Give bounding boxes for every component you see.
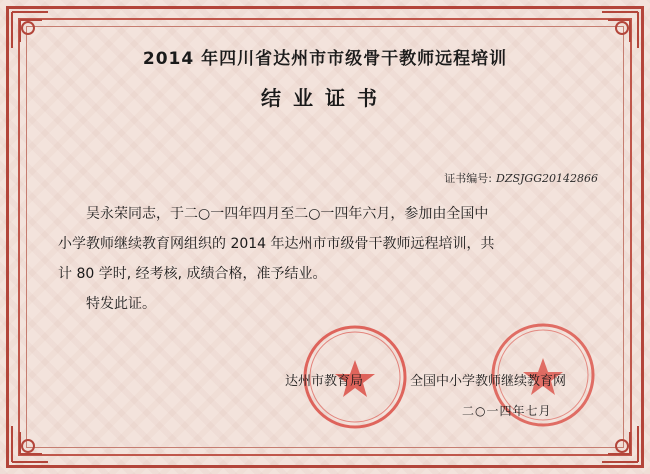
certificate-title: 2014 年四川省达州市市级骨干教师远程培训	[142, 49, 508, 69]
issuer-education-bureau: 达州市教育局	[285, 374, 364, 389]
issuer-teacher-network: 全国中小学教师继续教育网	[410, 374, 567, 389]
certificate-subtitle: 结业证书	[261, 86, 389, 110]
certificate-number-label: 证书编号:	[444, 172, 493, 185]
certificate-number-value: DZSJGG20142866	[496, 172, 598, 185]
body-line: 小学教师继续教育网组织的 2014 年达州市市级骨干教师远程培训，共	[58, 236, 495, 252]
body-line: 吴永荣同志，于二○一四年四月至二○一四年六月，参加由全国中	[86, 206, 489, 222]
certificate-number	[444, 170, 598, 186]
certificate-body	[58, 199, 606, 319]
corner-ornament-icon	[8, 406, 68, 466]
body-line: 计 80 学时, 经考核, 成绩合格，准予结业。	[58, 266, 327, 282]
closing-line: 特发此证。	[86, 296, 156, 312]
issue-date: 二○一四年七月	[462, 404, 552, 418]
